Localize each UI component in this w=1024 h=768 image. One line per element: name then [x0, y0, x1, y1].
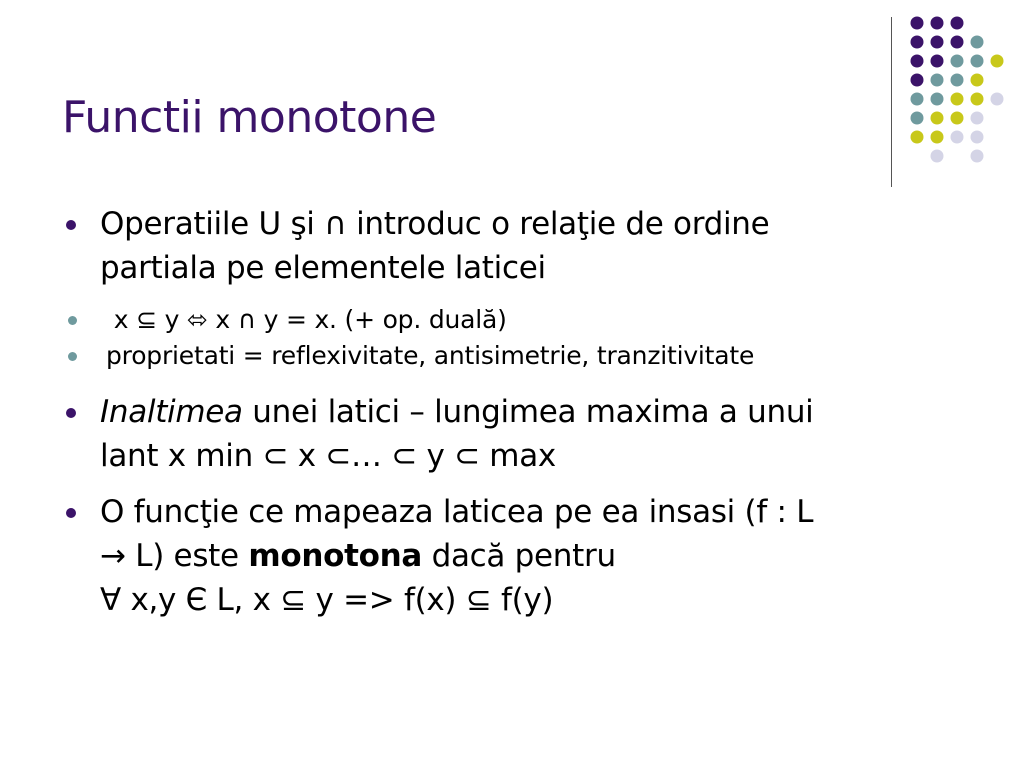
- decorative-dot: [911, 74, 924, 87]
- decorative-dot: [971, 74, 984, 87]
- divider-line: [891, 17, 892, 187]
- bullet-dot: [66, 508, 76, 518]
- decorative-dot: [951, 36, 964, 49]
- decorative-dot: [951, 55, 964, 68]
- sub-bullet-dot: [68, 316, 77, 325]
- bullet-dot: [66, 220, 76, 230]
- slide-title: Functii monotone: [62, 92, 437, 143]
- bullet-text-line: lant x min ⊂ x ⊂… ⊂ y ⊂ max: [100, 438, 556, 474]
- sub-bullet-item-definition: [32, 302, 966, 338]
- decorative-dot: [931, 55, 944, 68]
- bullet-item-monotone-function: [66, 490, 966, 622]
- decorative-dot: [971, 150, 984, 163]
- decorative-dot: [951, 17, 964, 30]
- sub-bullet-item-properties: [32, 338, 966, 374]
- decorative-dot: [931, 131, 944, 144]
- sub-bullet-text: proprietati = reflexivitate, antisimetrie, tranzitivitate: [106, 341, 755, 370]
- decorative-dot: [971, 55, 984, 68]
- decorative-dot: [911, 17, 924, 30]
- bullet-text-line: partiala pe elementele laticei: [100, 250, 546, 286]
- decorative-dot: [911, 112, 924, 125]
- decorative-dot: [931, 36, 944, 49]
- bullet-text-line: [100, 390, 966, 434]
- sub-bullet-dot: [68, 352, 77, 361]
- bullet-text-line: ∀ x,y Є L, x ⊆ y => f(x) ⊆ f(y): [100, 582, 554, 618]
- decorative-dot: [991, 55, 1004, 68]
- sub-bullet-text: x ⊆ y ⬄ x ∩ y = x. (+ op. duală): [106, 305, 507, 334]
- bullet-text-line: Operatiile U şi ∩ introduc o relaţie de ordine: [100, 206, 770, 242]
- bullet-text-fragment: → L) este: [100, 538, 249, 574]
- decorative-dot: [971, 112, 984, 125]
- decorative-dot: [911, 36, 924, 49]
- decorative-dot: [911, 131, 924, 144]
- sub-bullet-list: [66, 302, 966, 374]
- decorative-dot: [931, 17, 944, 30]
- decorative-dot: [971, 93, 984, 106]
- decorative-dot: [991, 93, 1004, 106]
- decorative-dot: [971, 131, 984, 144]
- decorative-dot: [951, 93, 964, 106]
- decorative-dot: [931, 74, 944, 87]
- bullet-item-partial-order: [66, 202, 966, 290]
- bullet-dot: [66, 408, 76, 418]
- decorative-dot: [911, 55, 924, 68]
- italic-term: Inaltimea: [100, 394, 243, 430]
- bullet-text-line: O funcţie ce mapeaza laticea pe ea insasi (f : L: [100, 494, 814, 530]
- decorative-dot: [931, 112, 944, 125]
- decorative-dot: [951, 74, 964, 87]
- bullet-text-fragment: unei latici – lungimea maxima a unui: [242, 394, 814, 430]
- bullet-item-height: [66, 390, 966, 478]
- decorative-dot: [931, 150, 944, 163]
- bullet-text-line: [100, 534, 966, 578]
- bold-term: monotona: [248, 538, 423, 574]
- decorative-dot: [951, 112, 964, 125]
- decorative-dot: [931, 93, 944, 106]
- bullet-text-fragment: dacă pentru: [422, 538, 616, 574]
- decorative-dot: [951, 131, 964, 144]
- decorative-dot: [971, 36, 984, 49]
- bullet-list: [66, 202, 966, 634]
- decorative-dot: [911, 93, 924, 106]
